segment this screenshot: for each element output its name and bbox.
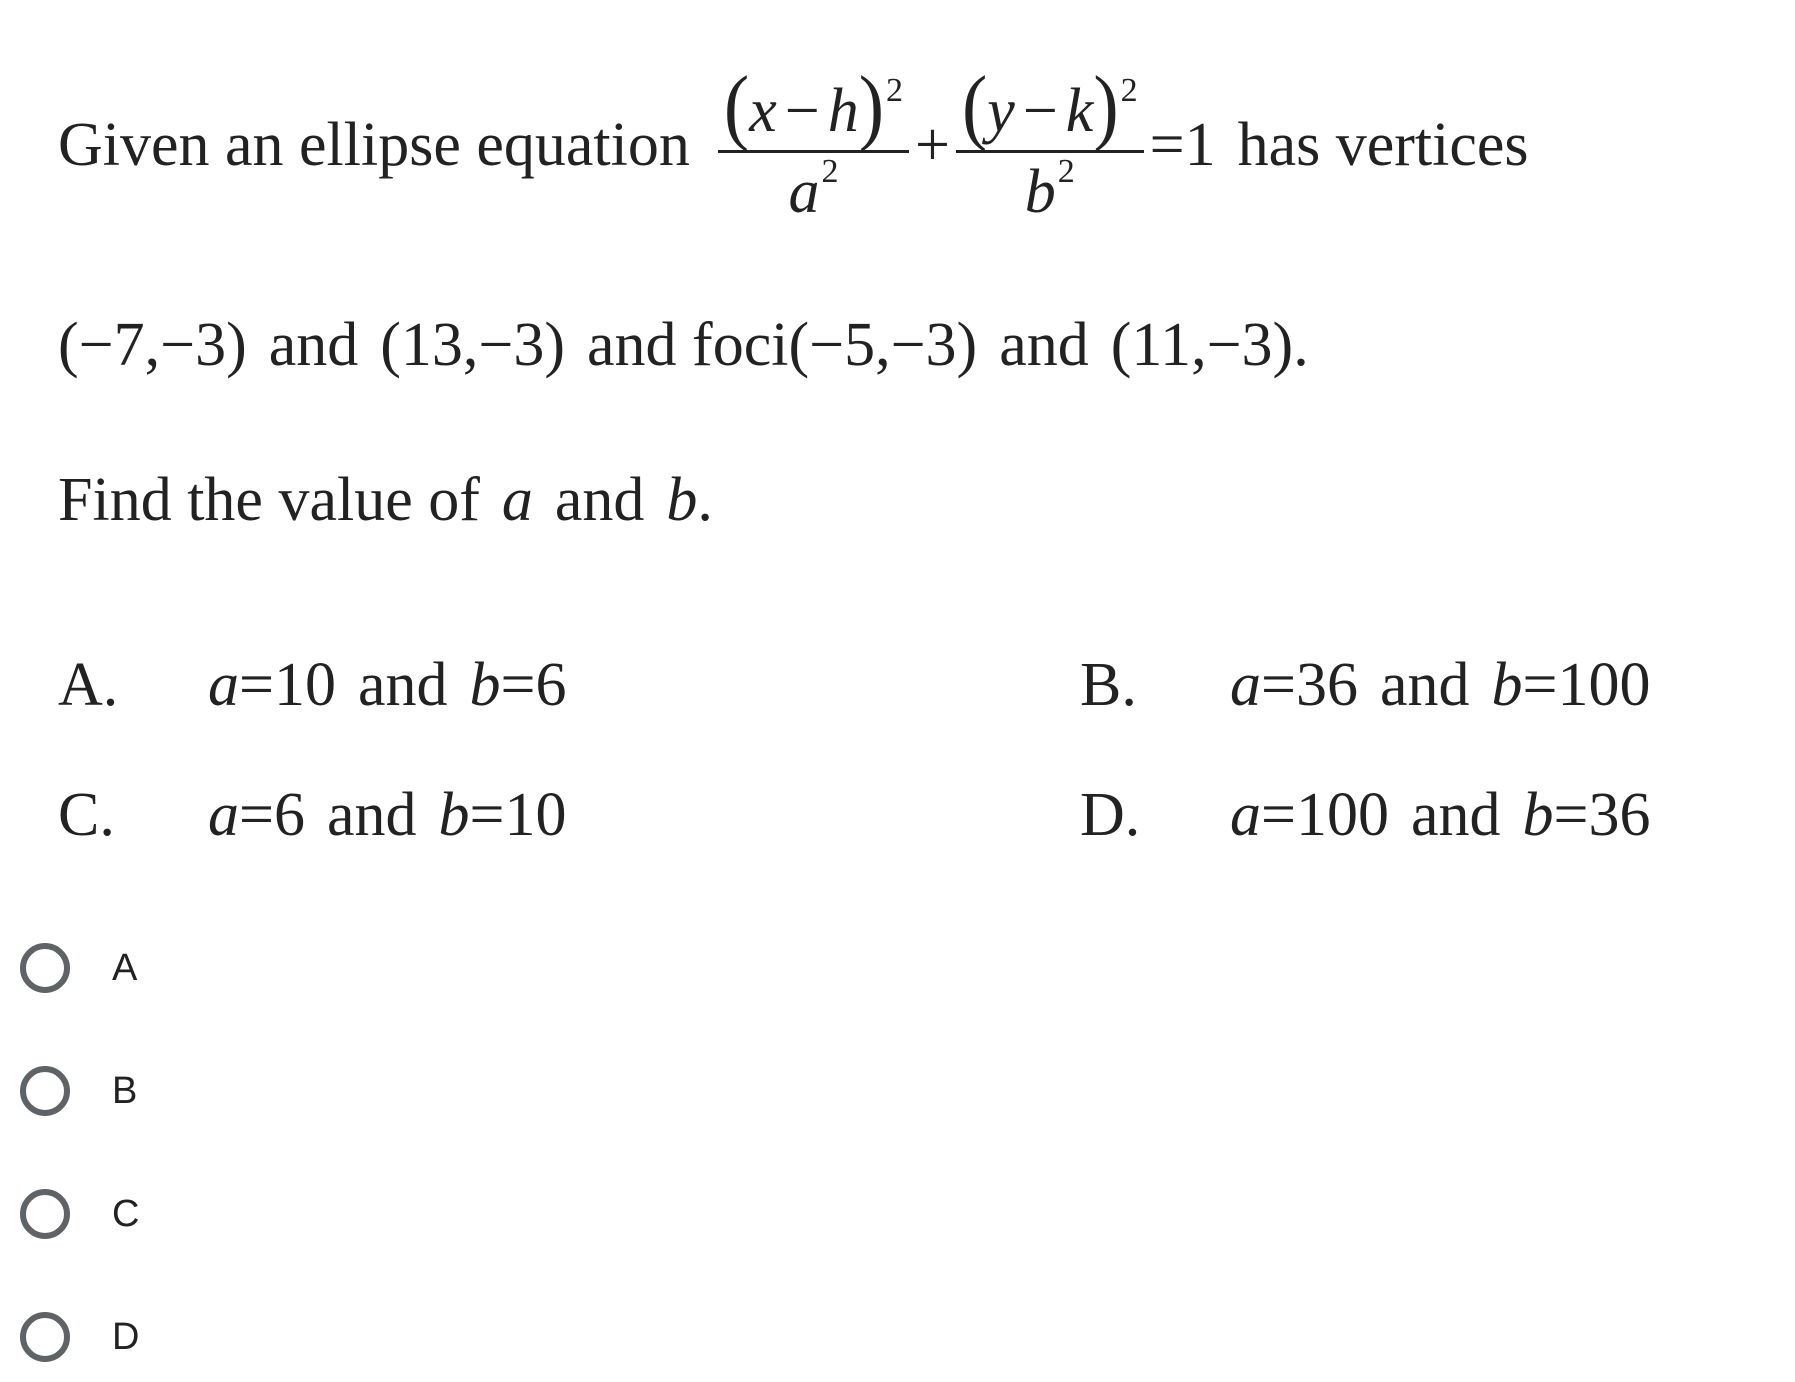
var-b: b (469, 651, 501, 719)
var-k: k (1065, 76, 1094, 145)
var-b: b (1522, 781, 1554, 849)
radio-button-icon[interactable] (20, 1189, 70, 1239)
question-line-points (58, 300, 1309, 390)
var-b: b (1024, 157, 1056, 226)
focus-2: (11,−3) (1110, 311, 1294, 379)
a-value: =100 (1261, 781, 1389, 849)
period: . (1293, 311, 1309, 379)
and-foci-text: and foci (587, 311, 789, 379)
option-a-text (58, 645, 566, 725)
b-value: =6 (500, 651, 567, 719)
and-text: and (554, 466, 645, 534)
question-prefix: Given an ellipse equation (58, 111, 690, 179)
var-a: a (1230, 651, 1261, 719)
b-value: =36 (1553, 781, 1651, 849)
radio-button-icon[interactable] (20, 1066, 70, 1116)
fraction-x-term (718, 58, 909, 226)
and-text: and (326, 781, 417, 849)
option-b-text (1080, 645, 1650, 725)
var-x: x (749, 76, 777, 145)
question-line-equation (58, 45, 1529, 245)
choice-c[interactable] (0, 1169, 139, 1259)
exponent: 2 (1120, 71, 1138, 109)
option-d-text (1080, 775, 1650, 855)
fraction-y-denominator (1024, 152, 1075, 226)
and-text: and (1410, 781, 1501, 849)
minus-sign: − (784, 76, 820, 145)
choice-b[interactable] (0, 1046, 137, 1136)
minus-sign: − (1022, 76, 1058, 145)
option-letter: A. (58, 651, 119, 719)
close-paren: ) (1093, 58, 1119, 153)
choice-label: A (112, 946, 138, 989)
exponent: 2 (1057, 152, 1075, 190)
a-value: =6 (239, 781, 305, 849)
option-letter: C. (58, 781, 115, 849)
radio-button-icon[interactable] (20, 943, 70, 993)
var-y: y (987, 76, 1015, 145)
choice-d[interactable] (0, 1292, 139, 1382)
option-letter: B. (1080, 651, 1137, 719)
choice-label: B (112, 1069, 138, 1112)
and-text: and (1379, 651, 1470, 719)
var-a: a (208, 651, 239, 719)
vertex-1: (−7,−3) (58, 311, 247, 379)
var-a: a (788, 157, 820, 226)
close-paren: ) (858, 58, 884, 153)
var-b: b (1491, 651, 1523, 719)
open-paren: ( (961, 58, 988, 153)
b-value: =100 (1522, 651, 1651, 719)
fraction-y-numerator (956, 58, 1144, 153)
choice-label: D (112, 1315, 140, 1358)
radio-button-icon[interactable] (20, 1312, 70, 1362)
var-b: b (438, 781, 470, 849)
exponent: 2 (821, 152, 839, 190)
vertex-2: (13,−3) (380, 311, 566, 379)
fraction-x-numerator (718, 58, 909, 153)
and-text: and (357, 651, 448, 719)
focus-1: (−5,−3) (788, 311, 978, 379)
var-b: b (666, 466, 698, 534)
open-paren: ( (723, 58, 750, 153)
and-text: and (268, 311, 359, 379)
question-suffix: has vertices (1237, 111, 1529, 179)
equals-one: =1 (1149, 111, 1216, 179)
option-c-text (58, 775, 566, 855)
choice-a[interactable] (0, 923, 137, 1013)
fraction-x-denominator (788, 152, 839, 226)
b-value: =10 (469, 781, 567, 849)
prompt-prefix: Find the value of (58, 466, 480, 534)
question-line-prompt (58, 455, 713, 545)
fraction-y-term (956, 58, 1144, 226)
period: . (697, 466, 713, 534)
var-h: h (827, 76, 859, 145)
var-a: a (1230, 781, 1261, 849)
var-a: a (501, 466, 533, 534)
option-letter: D. (1080, 781, 1141, 849)
and-text: and (999, 311, 1089, 379)
var-a: a (208, 781, 239, 849)
plus-sign: + (915, 111, 950, 179)
a-value: =36 (1261, 651, 1358, 719)
a-value: =10 (239, 651, 336, 719)
choice-label: C (112, 1192, 140, 1235)
exponent: 2 (886, 71, 903, 109)
